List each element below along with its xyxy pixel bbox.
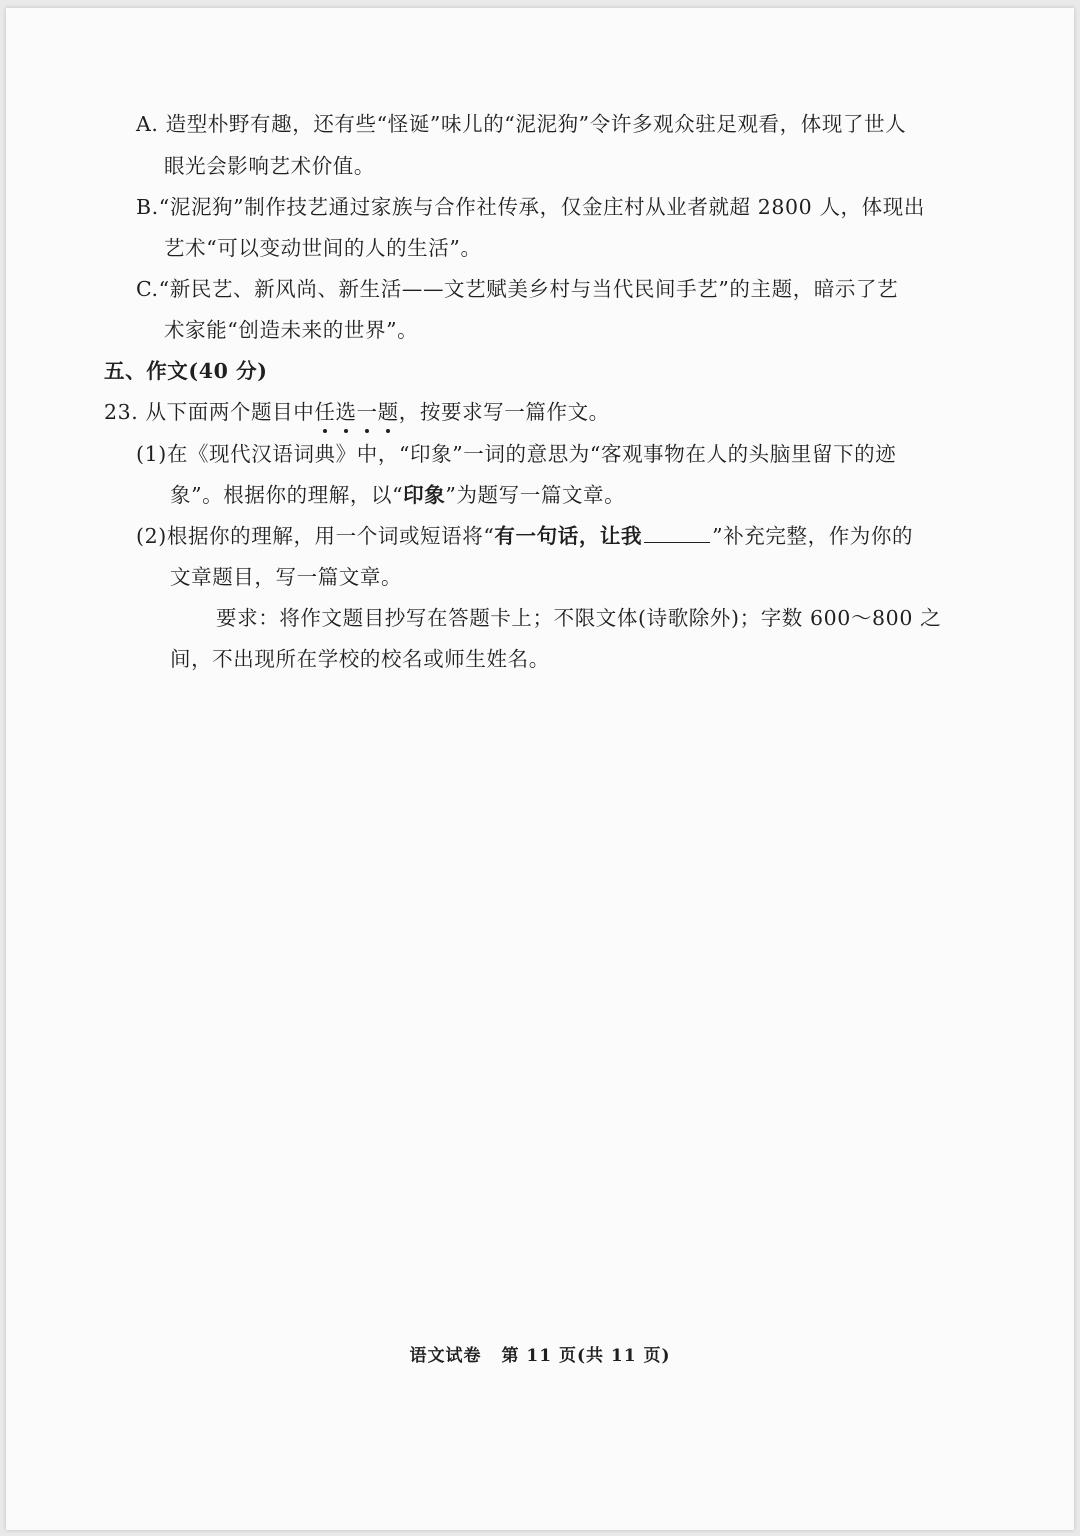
option-b-line-1: B.“泥泥狗”制作技艺通过家族与合作社传承，仅金庄村从业者就超 2800 人，体现出	[136, 195, 925, 219]
option-b-line-2: 艺术“可以变动世间的人的生活”。	[164, 236, 482, 260]
option-a-line-1: A. 造型朴野有趣，还有些“怪诞”味儿的“泥泥狗”令许多观众驻足观看，体现了世人	[136, 112, 907, 136]
prompt-1-text-b: ”为题写一篇文章。	[445, 483, 626, 507]
prompt-2-line-1	[136, 521, 913, 551]
prompt-2-text-b: ”补充完整，作为你的	[712, 524, 914, 548]
prompt-1-line-1: (1)在《现代汉语词典》中，“印象”一词的意思为“客观事物在人的头脑里留下的迹	[136, 442, 897, 466]
option-c-line-2: 术家能“创造未来的世界”。	[164, 318, 419, 342]
prompt-1-title-word: 印象	[403, 483, 446, 507]
prompt-2-title-phrase: 有一句话，让我	[494, 524, 643, 548]
requirements-line-2: 间，不出现所在学校的校名或师生姓名。	[170, 647, 550, 671]
section-heading: 五、作文(40 分)	[104, 359, 268, 383]
exam-page	[6, 8, 1074, 1530]
requirements-line-1: 要求：将作文题目抄写在答题卡上；不限文体(诗歌除外)；字数 600～800 之	[216, 606, 942, 630]
prompt-2-line-2: 文章题目，写一篇文章。	[170, 565, 403, 589]
emphasis-char-2: 选	[335, 397, 356, 427]
emphasis-char-1: 任	[314, 397, 335, 427]
question-23-intro	[104, 397, 610, 427]
option-a-line-2: 眼光会影响艺术价值。	[164, 154, 375, 178]
footer-subject: 语文试卷	[409, 1346, 482, 1366]
prompt-1-line-2	[170, 480, 625, 510]
fill-in-blank	[644, 522, 710, 543]
question-intro-suffix: ，按要求写一篇作文。	[398, 400, 610, 424]
option-c-line-1: C.“新民艺、新风尚、新生活——文艺赋美乡村与当代民间手艺”的主题，暗示了艺	[136, 277, 899, 301]
footer-page-number: 第 11 页(共 11 页)	[501, 1346, 671, 1366]
emphasis-char-3: 一	[357, 397, 378, 427]
prompt-1-text-a: 象”。根据你的理解，以“	[170, 483, 404, 507]
page-footer	[6, 1341, 1074, 1366]
prompt-2-text-a: (2)根据你的理解，用一个词或短语将“	[136, 524, 495, 548]
question-intro-prefix: 23. 从下面两个题目中	[104, 400, 315, 424]
emphasis-char-4: 题	[378, 397, 399, 427]
